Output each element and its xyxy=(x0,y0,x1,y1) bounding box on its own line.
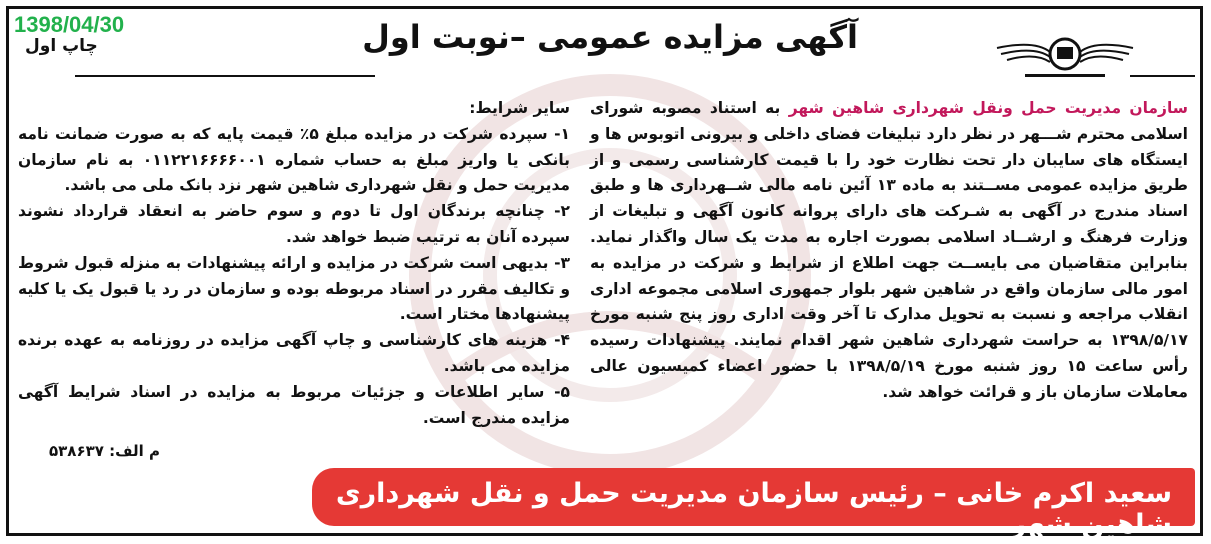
announcement-body: به استناد مصوبه شورای اسلامی محترم شـــهر در نظر دارد تبلیغات فضای داخلی و بیرونی اتوبوس ها و ایستگاه های سایبان دار تحت نظارت خود را با قیمت کارشناسی رسمی و از طریق مزایده عمومی مســتند به ماده ۱۳ آئین نامه مالی شــهرداری ها و طبق اسناد مندرج در آگهی به شـرکت های دارای پروانه کانون آگهی و تبلیغات از وزارت فرهنگ و ارشــاد اسلامی بصورت اجاره به مدت یک سال واگذار نماید. بنابراین متقاضیان می بایســت جهت اطلاع از شرایط و شرکت در مزایده به امور مالی سازمان واقع در شاهین شهر بلوار جمهوری اسلامی مجموعه اداری انقلاب مراجعه و نسبت به تحویل مدارک تا آخر وقت اداری روز پنج شنبه مورخ ۱۳۹۸/۵/۱۷ به حراست شهرداری شاهین شهر اقدام نمایند. پیشنهادات رسیده رأس ساعت ۱۵ روز شنبه مورخ ۱۳۹۸/۵/۱۹ با حضور اعضاء کمیسیون عالی معاملات سازمان باز و قرائت خواهد شد. xyxy=(590,99,1188,401)
condition-item: ۳- بدیهی است شرکت در مزایده و ارائه پیشنهادات به منزله قبول شروط و تکالیف مقرر در اسناد مربوطه بوده و سازمان در رد یا قبول یک یا کلیه پیشنهادها مختار است. xyxy=(18,253,570,324)
organization-name: سازمان مدیریت حمل ونقل شهرداری شاهین شهر xyxy=(788,99,1189,117)
reference-number: م الف: ۵۳۸۶۳۷ xyxy=(48,442,160,460)
print-edition-label: چاپ اول xyxy=(25,36,98,56)
condition-item: ۲- چنانچه برندگان اول تا دوم و سوم حاضر به انعقاد قرارداد نشوند سپرده آنان به ترتیب ضبط خواهد شد. xyxy=(18,202,570,246)
conditions-heading: سایر شرایط: xyxy=(469,99,570,117)
publish-date: 1398/04/30 xyxy=(14,12,125,37)
ad-title: آگهی مزایده عمومی –نوبت اول xyxy=(362,18,858,56)
signature-text: سعید اکرم خانی – رئیس سازمان مدیریت حمل و نقل شهرداری شاهین شهر xyxy=(335,478,1172,540)
condition-item: ۴- هزینه های کارشناسی و چاپ آگهی مزایده در روزنامه به عهده برنده مزایده می باشد. xyxy=(18,331,570,375)
condition-item: ۵- سایر اطلاعات و جزئیات مربوط به مزایده در اسناد شرایط آگهی مزایده مندرج است. xyxy=(18,382,570,427)
main-announcement-text xyxy=(590,96,1188,406)
condition-item: ۱- سپرده شرکت در مزایده مبلغ ۵٪ قیمت پایه که به صورت ضمانت نامه بانکی یا واریز مبلغ به حساب شماره ۰۱۱۲۲۱۶۶۶۶۰۰۱ به نام سازمان مدیریت حمل و نقل شهرداری شاهین شهر نزد بانک ملی می باشد. xyxy=(18,124,570,195)
title-rule-left xyxy=(75,75,375,77)
title-rule-right xyxy=(1130,75,1195,77)
transport-logo-icon xyxy=(995,30,1135,80)
conditions-section xyxy=(18,96,570,431)
